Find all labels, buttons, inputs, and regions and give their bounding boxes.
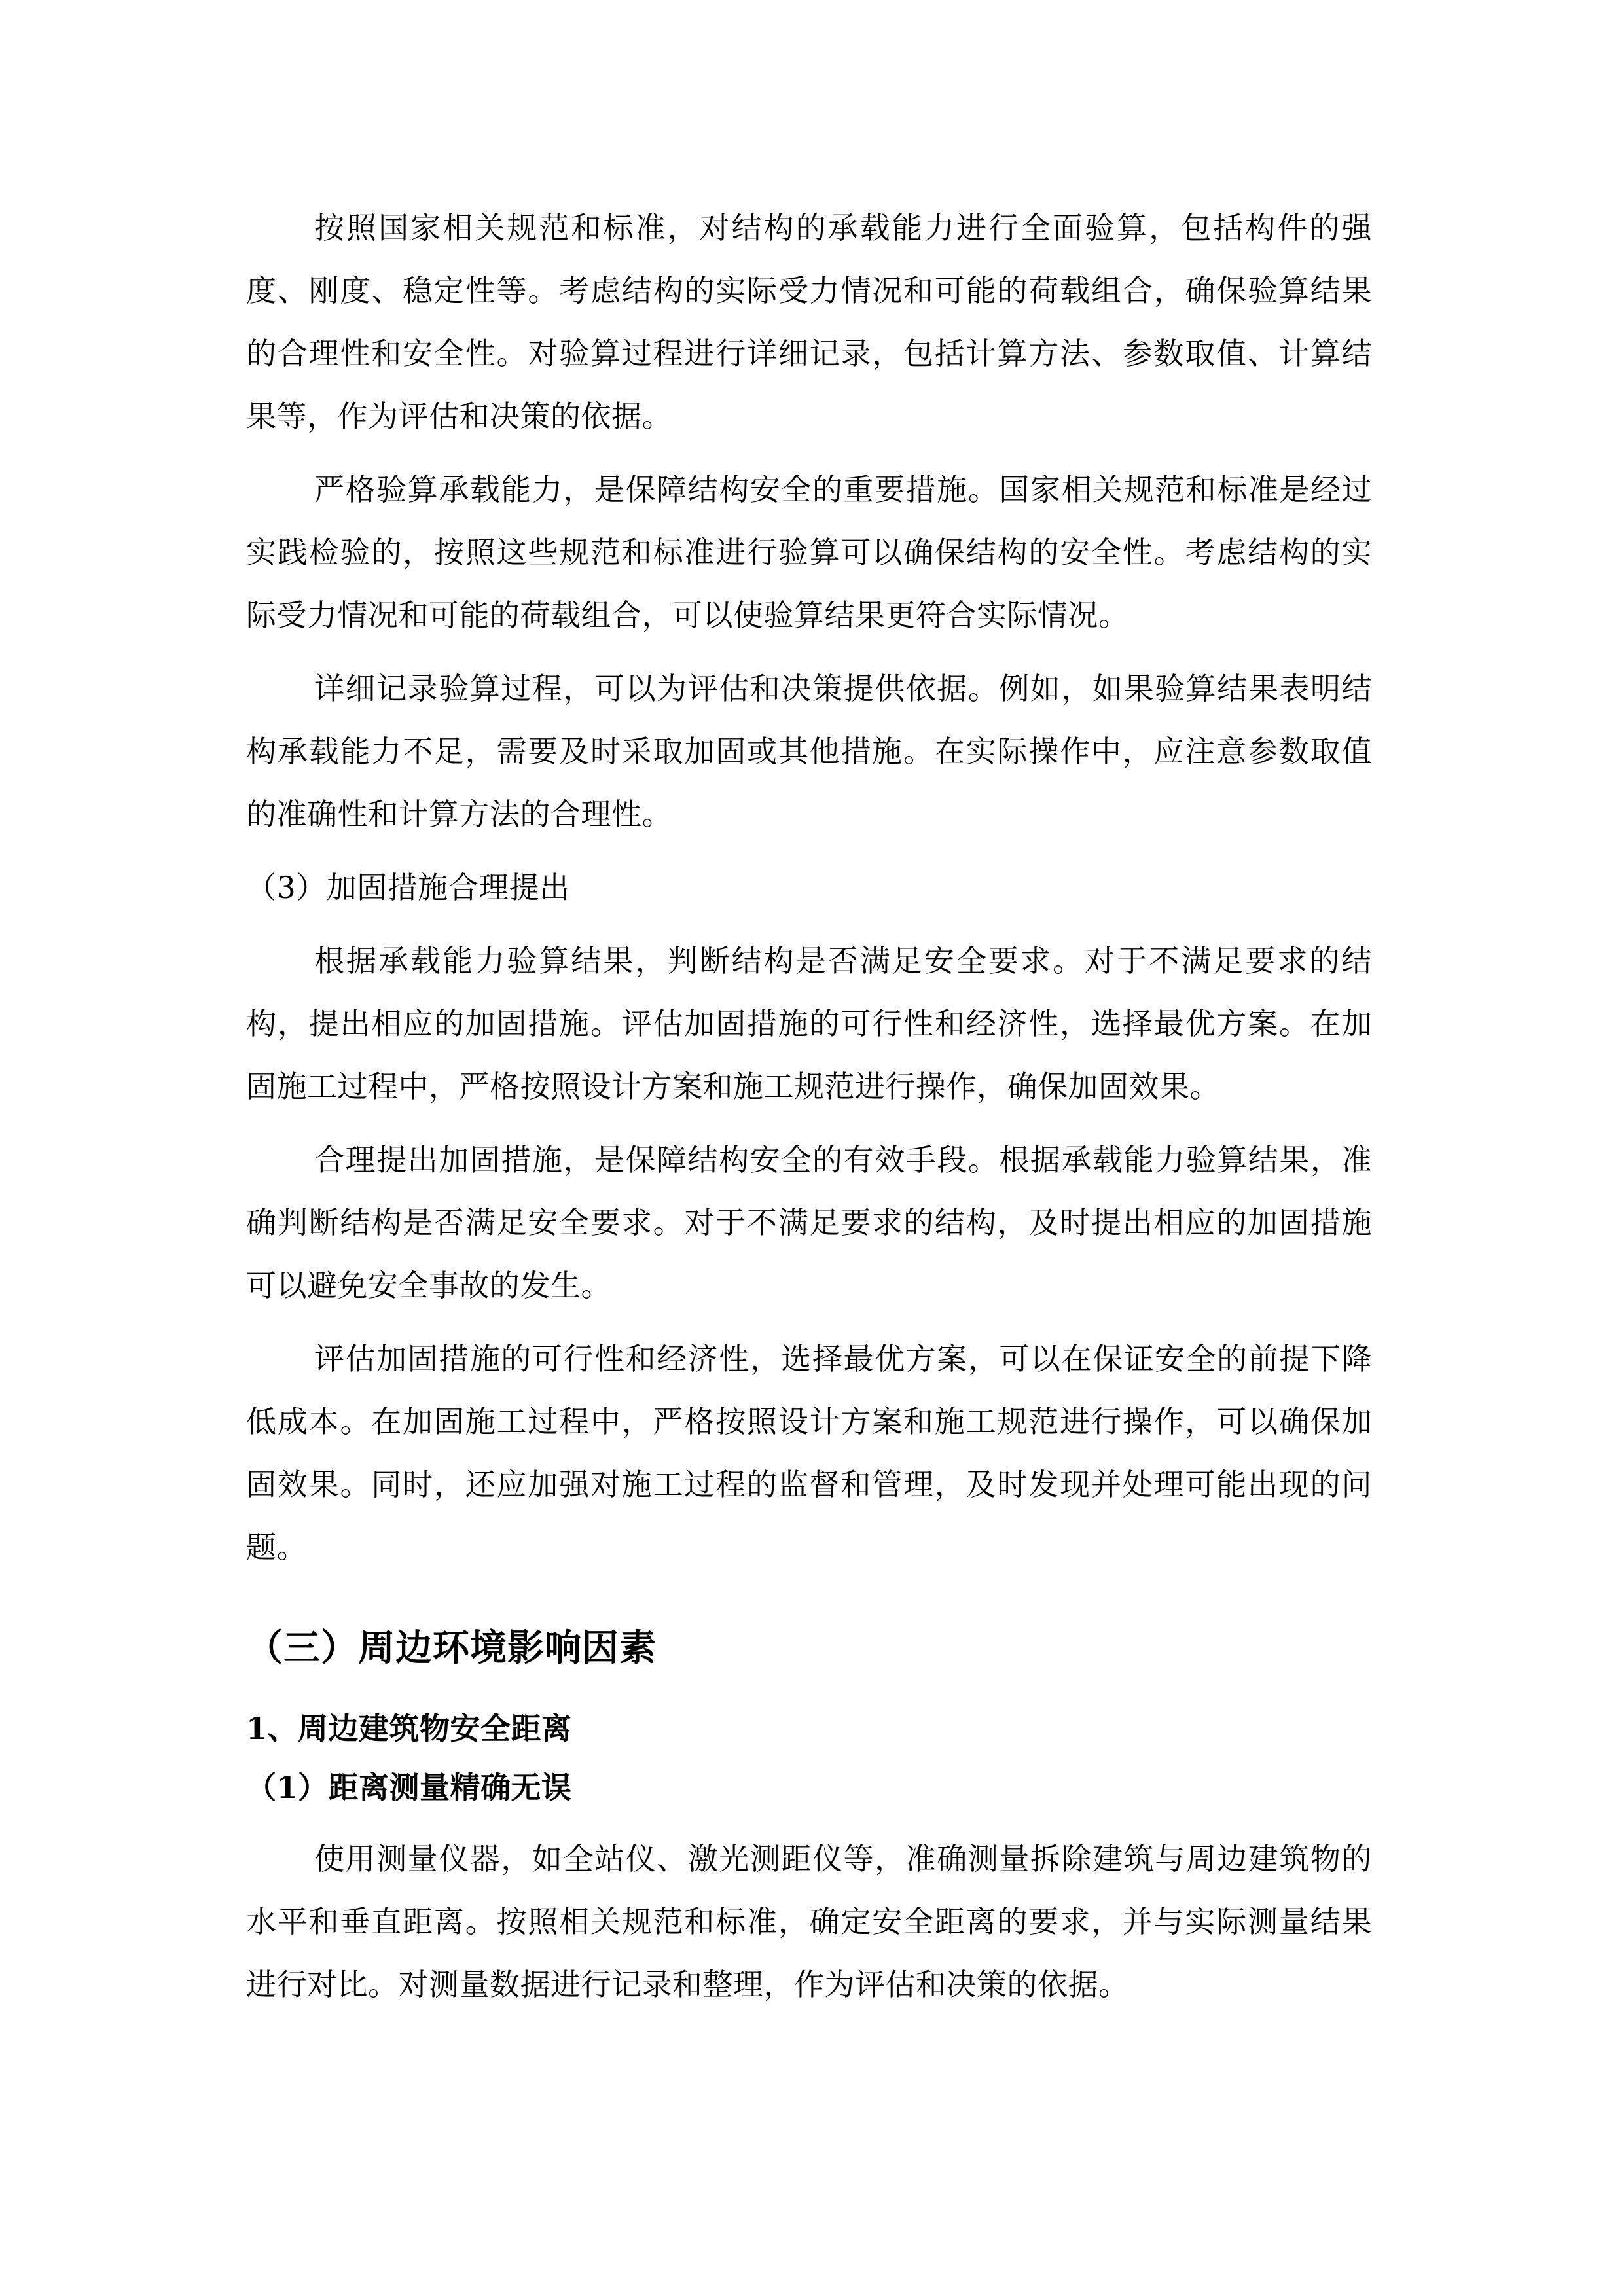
body-paragraph: 详细记录验算过程，可以为评估和决策提供依据。例如，如果验算结果表明结构承载能力不足，需要及时采取加固或其他措施。在实际操作中，应注意参数取值的准确性和计算方法的合理性。 — [246, 671, 1372, 832]
subheading: （3）加固措施合理提出 — [246, 870, 570, 905]
body-paragraph: 按照国家相关规范和标准，对结构的承载能力进行全面验算，包括构件的强度、刚度、稳定性等。考虑结构的实际受力情况和可能的荷载组合，确保验算结果的合理性和安全性。对验算过程进行详细记录，包括计算方法、参数取值、计算结果等，作为评估和决策的依据。 — [246, 210, 1372, 434]
body-paragraph: 使用测量仪器，如全站仪、激光测距仪等，准确测量拆除建筑与周边建筑物的水平和垂直距离。按照相关规范和标准，确定安全距离的要求，并与实际测量结果进行对比。对测量数据进行记录和整理，作为评估和决策的依据。 — [246, 1841, 1372, 2002]
body-paragraph: 合理提出加固措施，是保障结构安全的有效手段。根据承载能力验算结果，准确判断结构是否满足安全要求。对于不满足要求的结构，及时提出相应的加固措施可以避免安全事故的发生。 — [246, 1142, 1372, 1303]
body-paragraph: 评估加固措施的可行性和经济性，选择最优方案，可以在保证安全的前提下降低成本。在加固施工过程中，严格按照设计方案和施工规范进行操作，可以确保加固效果。同时，还应加强对施工过程的监督和管理，及时发现并处理可能出现的问题。 — [246, 1341, 1372, 1565]
heading-level1: 1、周边建筑物安全距离 — [246, 1711, 572, 1746]
document-page — [246, 196, 1372, 2016]
heading-level2: （1）距离测量精确无误 — [246, 1770, 572, 1805]
body-paragraph: 严格验算承载能力，是保障结构安全的重要措施。国家相关规范和标准是经过实践检验的，按照这些规范和标准进行验算可以确保结构的安全性。考虑结构的实际受力情况和可能的荷载组合，可以使验算结果更符合实际情况。 — [246, 472, 1372, 633]
body-paragraph: 根据承载能力验算结果，判断结构是否满足安全要求。对于不满足要求的结构，提出相应的加固措施。评估加固措施的可行性和经济性，选择最优方案。在加固施工过程中，严格按照设计方案和施工规范进行操作，确保加固效果。 — [246, 943, 1372, 1104]
section-heading: （三）周边环境影响因素 — [246, 1626, 657, 1670]
